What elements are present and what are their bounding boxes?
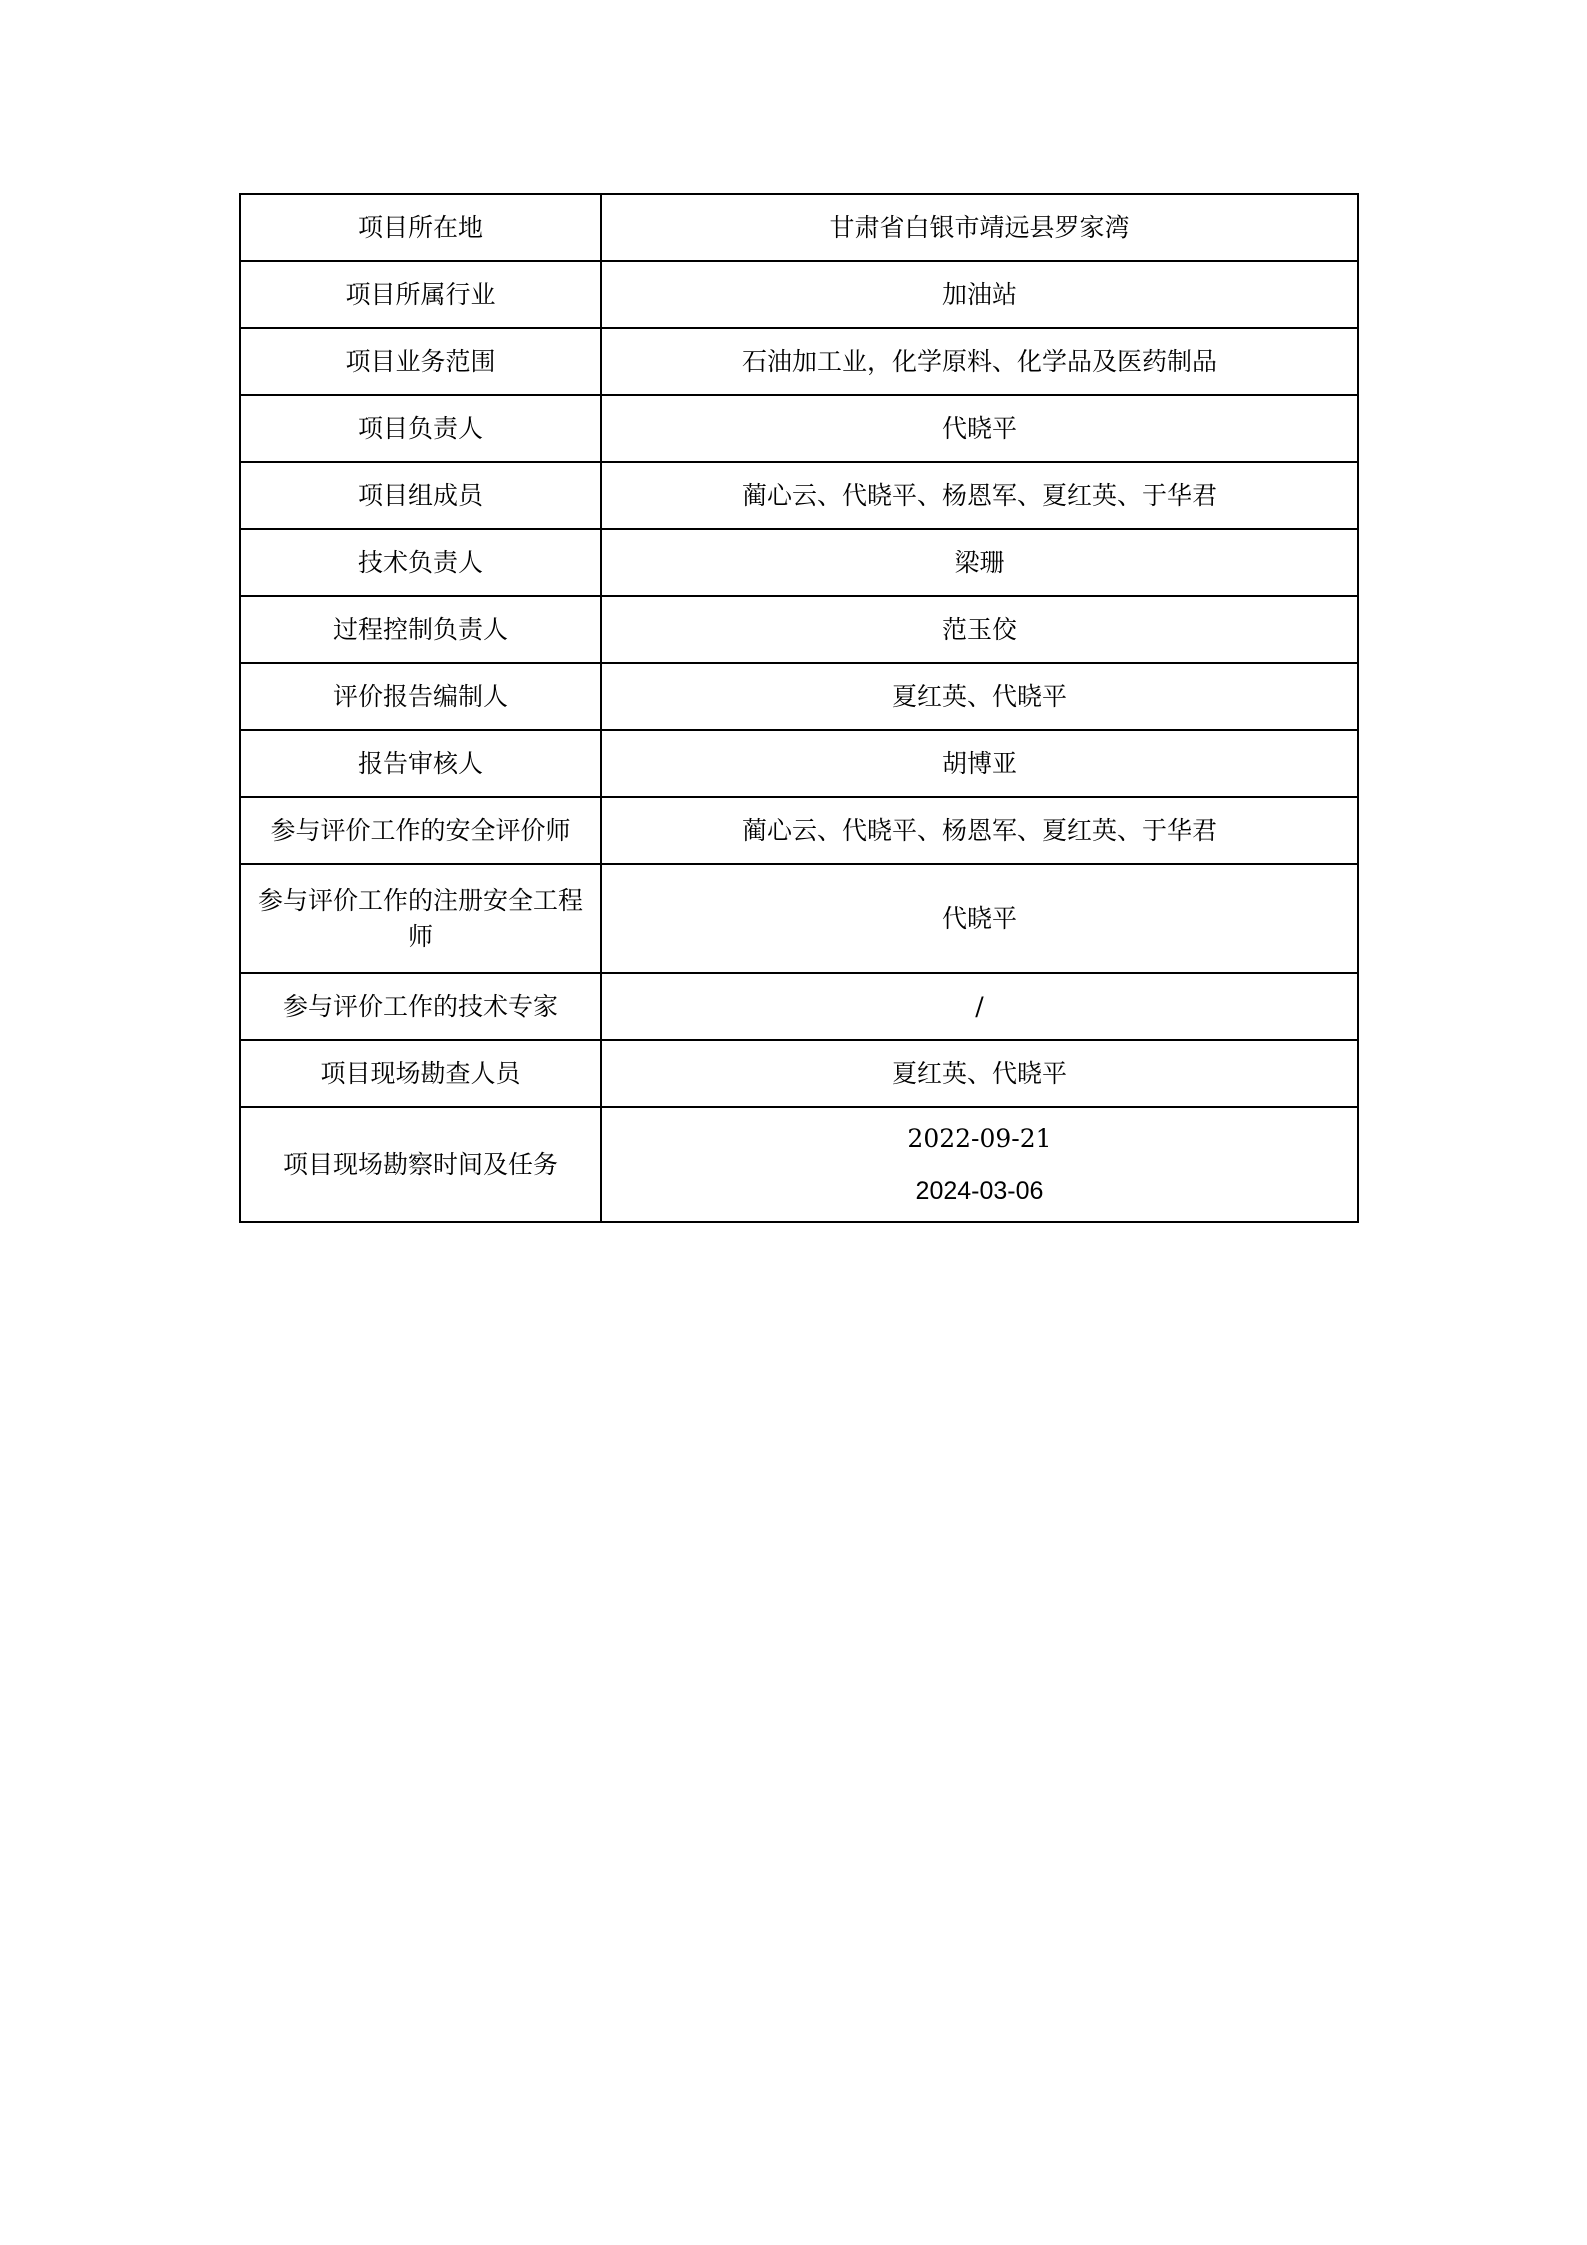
row-label: 过程控制负责人 <box>240 596 601 663</box>
row-value: 蔺心云、代晓平、杨恩军、夏红英、于华君 <box>601 797 1358 864</box>
table-row <box>240 596 1358 663</box>
row-label: 参与评价工作的安全评价师 <box>240 797 601 864</box>
row-value: / <box>601 973 1358 1040</box>
row-label: 项目组成员 <box>240 462 601 529</box>
table-row <box>240 864 1358 973</box>
survey-dates <box>601 1107 1358 1222</box>
row-value: 甘肃省白银市靖远县罗家湾 <box>601 194 1358 261</box>
table-row <box>240 328 1358 395</box>
table-row <box>240 797 1358 864</box>
row-label: 参与评价工作的技术专家 <box>240 973 601 1040</box>
row-label: 项目现场勘查人员 <box>240 1040 601 1107</box>
survey-row <box>240 1107 1358 1222</box>
table-row <box>240 462 1358 529</box>
table-row <box>240 730 1358 797</box>
project-info-table <box>239 193 1359 1223</box>
row-value: 加油站 <box>601 261 1358 328</box>
survey-date-first: 2022-09-21 <box>907 1123 1052 1153</box>
table-row <box>240 1040 1358 1107</box>
row-label: 项目业务范围 <box>240 328 601 395</box>
row-value: 夏红英、代晓平 <box>601 663 1358 730</box>
row-label: 技术负责人 <box>240 529 601 596</box>
row-label: 项目负责人 <box>240 395 601 462</box>
table-row <box>240 395 1358 462</box>
row-value: 范玉佼 <box>601 596 1358 663</box>
table-row <box>240 973 1358 1040</box>
table-row <box>240 261 1358 328</box>
survey-date-second: 2024-03-06 <box>915 1176 1044 1205</box>
row-value: 代晓平 <box>601 395 1358 462</box>
survey-label: 项目现场勘察时间及任务 <box>240 1107 601 1222</box>
row-value: 梁珊 <box>601 529 1358 596</box>
row-value: 夏红英、代晓平 <box>601 1040 1358 1107</box>
row-value: 蔺心云、代晓平、杨恩军、夏红英、于华君 <box>601 462 1358 529</box>
row-label: 项目所属行业 <box>240 261 601 328</box>
row-label: 项目所在地 <box>240 194 601 261</box>
table-row <box>240 194 1358 261</box>
table-row <box>240 529 1358 596</box>
table-row <box>240 663 1358 730</box>
row-value: 石油加工业，化学原料、化学品及医药制品 <box>601 328 1358 395</box>
row-label: 评价报告编制人 <box>240 663 601 730</box>
row-label: 报告审核人 <box>240 730 601 797</box>
row-label: 参与评价工作的注册安全工程师 <box>240 864 601 973</box>
row-value: 胡博亚 <box>601 730 1358 797</box>
row-value: 代晓平 <box>601 864 1358 973</box>
